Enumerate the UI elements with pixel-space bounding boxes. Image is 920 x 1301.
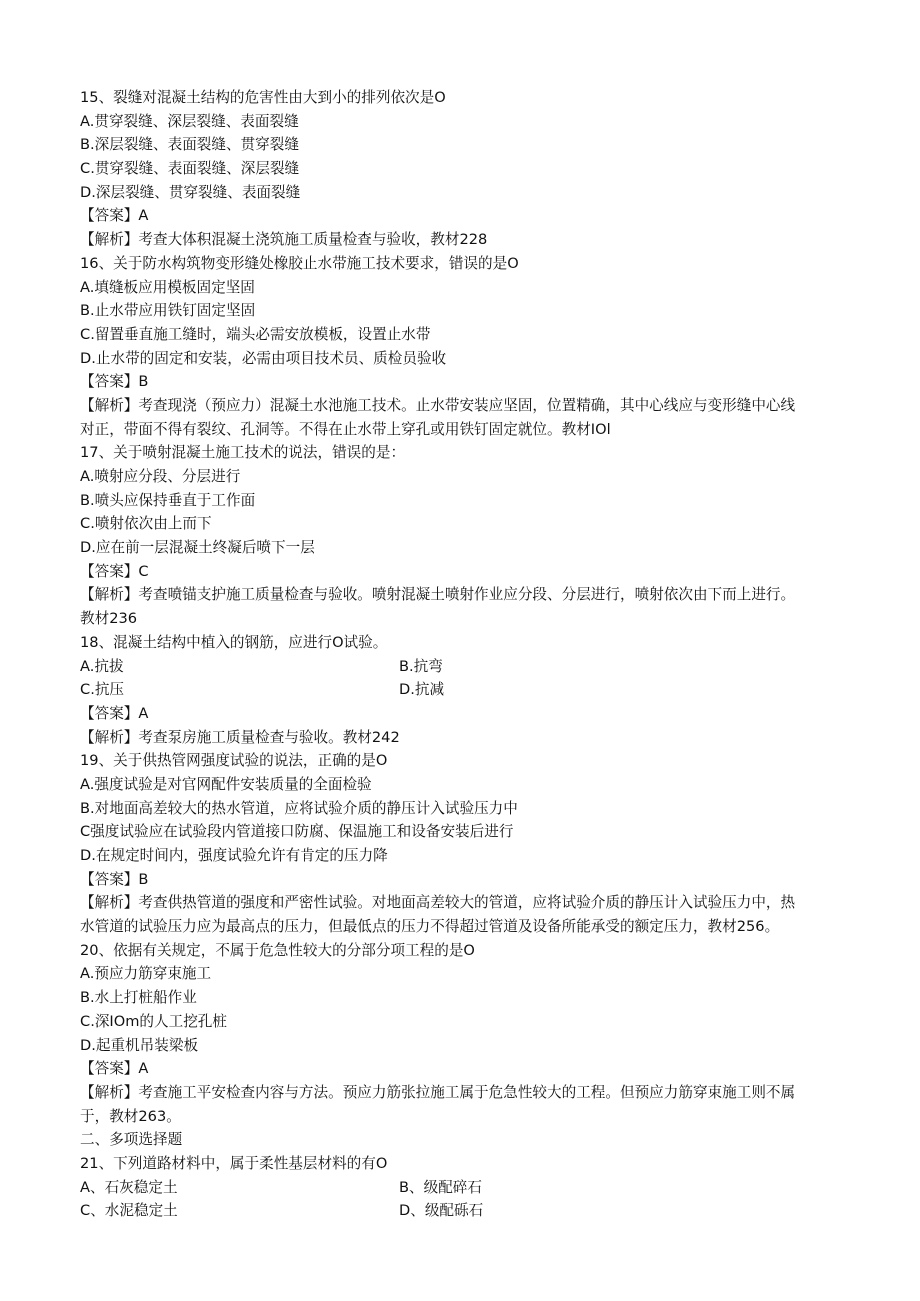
question-stem: 18、混凝土结构中植入的钢筋，应进行O试验。 [80, 633, 388, 651]
question-stem: 17、关于喷射混凝土施工技术的说法，错误的是： [80, 444, 406, 462]
option-a: A.预应力筋穿束施工 [80, 965, 212, 983]
question-stem: 15、裂缝对混凝土结构的危害性由大到小的排列依次是O [80, 89, 446, 106]
analysis-line-2: 对正，带面不得有裂纹、孔洞等。不得在止水带上穿孔或用铁钉固定就位。教材IOl [80, 420, 611, 438]
option-a: A.抗拔 [80, 657, 124, 675]
option-c: C.留置垂直施工缝时，端头必需安放模板，设置止水带 [80, 325, 431, 343]
option-c: C强度试验应在试验段内管道接口防腐、保温施工和设备安装后进行 [80, 823, 514, 841]
analysis-line-2: 于，教材263。 [80, 1107, 181, 1125]
analysis: 【解析】考查大体积混凝土浇筑施工质量检查与验收，教材228 [80, 231, 488, 249]
option-d: D.深层裂缝、贯穿裂缝、表面裂缝 [80, 183, 301, 201]
option-a: A.填缝板应用模板固定坚固 [80, 278, 255, 296]
option-b: B.水上打桩船作业 [80, 989, 197, 1007]
option-a: A、石灰稳定土 [80, 1178, 178, 1196]
option-a: A.喷射应分段、分层进行 [80, 468, 241, 485]
question-19 [80, 749, 860, 939]
option-b: B、级配碎石 [399, 1178, 482, 1196]
option-a: A.强度试验是对官网配件安装质量的全面检验 [80, 775, 372, 793]
option-b: B.止水带应用铁钉固定坚固 [80, 302, 256, 320]
answer: 【答案】A [80, 1060, 149, 1078]
analysis-line-2: 水管道的试验压力应为最高点的压力，但最低点的压力不得超过管道及设备所能承受的额定压力，教材256。 [80, 918, 780, 936]
option-c: C、水泥稳定土 [80, 1202, 178, 1220]
option-c: C.贯穿裂缝、表面裂缝、深层裂缝 [80, 160, 300, 178]
option-row [80, 1176, 860, 1200]
option-b: B.深层裂缝、表面裂缝、贯穿裂缝 [80, 136, 299, 154]
answer: 【答案】C [80, 562, 149, 580]
question-stem: 19、关于供热管网强度试验的说法，正确的是O [80, 752, 388, 770]
answer: 【答案】B [80, 373, 149, 391]
option-c: C.深IOm的人工挖孔桩 [80, 1012, 227, 1030]
option-d: D.应在前一层混凝土终凝后喷下一层 [80, 539, 315, 557]
document-page [80, 86, 860, 1223]
question-17 [80, 441, 860, 631]
option-c: C.抗压 [80, 681, 125, 699]
option-d: D、级配砾石 [399, 1202, 484, 1220]
analysis-line-1: 【解析】考查喷锚支护施工质量检查与验收。喷射混凝土喷射作业应分段、分层进行，喷射依次由下而上进行。 [80, 586, 796, 604]
analysis: 【解析】考查泵房施工质量检查与验收。教材242 [80, 728, 400, 746]
option-d: D.止水带的固定和安装，必需由项目技术员、质检员验收 [80, 349, 447, 367]
question-21 [80, 1152, 860, 1223]
question-stem: 16、关于防水构筑物变形缝处橡胶止水带施工技术要求，错误的是O [80, 254, 519, 272]
question-18 [80, 631, 860, 749]
analysis-line-1: 【解析】考查施工平安检查内容与方法。预应力筋张拉施工属于危急性较大的工程。但预应力筋穿束施工则不属 [80, 1083, 796, 1101]
option-b: B.抗弯 [399, 657, 443, 675]
option-b: B.对地面高差较大的热水管道，应将试验介质的静压计入试验压力中 [80, 799, 518, 817]
question-15 [80, 86, 860, 252]
question-stem: 20、依据有关规定，不属于危急性较大的分部分项工程的是O [80, 941, 475, 959]
analysis-line-2: 教材236 [80, 610, 138, 628]
question-stem: 21、下列道路材料中，属于柔性基层材料的有O [80, 1154, 388, 1172]
option-c: C.喷射依次由上而下 [80, 515, 212, 533]
answer: 【答案】A [80, 704, 149, 722]
answer: 【答案】A [80, 207, 149, 225]
analysis-line-1: 【解析】考查现浇（预应力）混凝土水池施工技术。止水带安装应坚固，位置精确，其中心线应与变形缝中心线 [80, 396, 796, 414]
option-d: D.在规定时间内，强度试验允许有肯定的压力降 [80, 847, 388, 864]
question-20 [80, 939, 860, 1129]
analysis-line-1: 【解析】考查供热管道的强度和严密性试验。对地面高差较大的管道，应将试验介质的静压计入试验压力中，热 [80, 894, 796, 912]
option-d: D.抗减 [399, 681, 445, 699]
option-row [80, 655, 860, 679]
option-b: B.喷头应保持垂直于工作面 [80, 491, 256, 509]
section-title: 二、多项选择题 [80, 1131, 183, 1149]
answer: 【答案】B [80, 870, 149, 888]
option-d: D.起重机吊装梁板 [80, 1036, 199, 1054]
option-a: A.贯穿裂缝、深层裂缝、表面裂缝 [80, 112, 299, 130]
question-16 [80, 252, 860, 442]
option-row [80, 678, 860, 702]
option-row [80, 1199, 860, 1223]
